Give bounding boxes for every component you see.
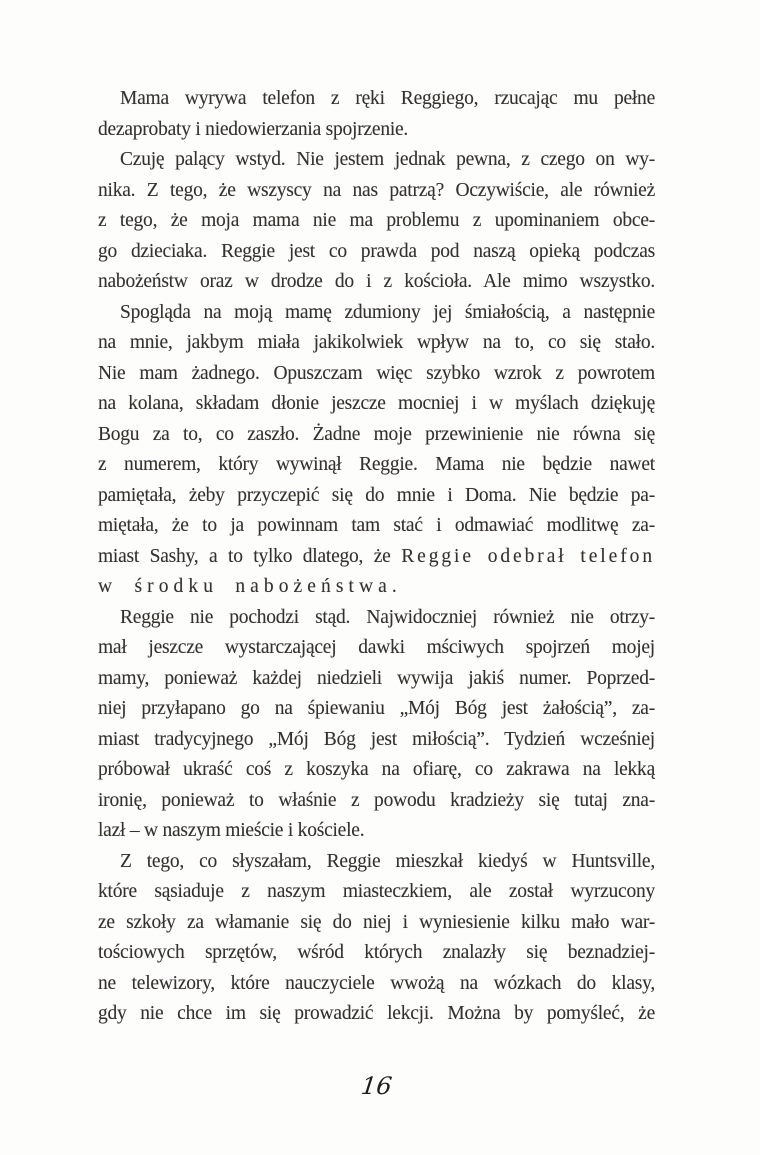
text-block — [98, 84, 655, 1030]
text-line — [98, 969, 655, 1000]
body-text: z numerem, który wywinął Reggie. Mama nie będzie nawet — [98, 454, 655, 475]
text-line — [98, 633, 655, 664]
body-text: ironię, ponieważ to właśnie z powodu kradzieży się tutaj zna- — [98, 789, 655, 811]
text-line — [98, 877, 655, 908]
text-line — [98, 816, 655, 847]
body-text: Z tego, co słyszałam, Reggie mieszkał kiedyś w Huntsville, — [120, 850, 655, 872]
body-text: mał jeszcze wystarczającej dawki mściwych spojrzeń mojej — [98, 637, 655, 658]
text-line — [98, 908, 655, 939]
body-text: ne telewizory, które nauczyciele wwożą na wózkach do klasy, — [98, 972, 655, 994]
text-line — [98, 145, 655, 176]
text-line — [98, 115, 655, 146]
body-text: próbował ukraść coś z koszyka na ofiarę, co zakrawa na lekką — [98, 759, 655, 780]
letterspaced-emphasis: Reggie odebrał telefon — [401, 545, 655, 567]
body-text: lazł – w naszym mieście i kościele. — [98, 820, 365, 841]
body-text: gdy nie chce im się prowadzić lekcji. Można by pomyśleć, że — [98, 1003, 655, 1024]
body-text: Bogu za to, co zaszło. Żadne moje przewinienie nie równa się — [98, 423, 655, 445]
body-text: miętała, że to ja powinnam tam stać i odmawiać modlitwę za- — [98, 515, 655, 536]
body-text: na mnie, jakbym miała jakikolwiek wpływ na to, co się stało. — [98, 332, 655, 353]
body-text: nabożeństw oraz w drodze do i z kościoła. Ale mimo wszystko. — [98, 271, 655, 292]
paragraph — [98, 298, 655, 603]
body-text: Nie mam żadnego. Opuszczam więc szybko wzrok z powrotem — [98, 362, 655, 384]
text-line — [98, 542, 655, 573]
text-line — [98, 450, 655, 481]
body-text: miast tradycyjnego „Mój Bóg jest miłością”. Tydzień wcześniej — [98, 728, 655, 750]
text-line — [98, 511, 655, 542]
text-line — [98, 786, 655, 817]
text-line — [98, 725, 655, 756]
body-text: na kolana, składam dłonie jeszcze mocniej i w myślach dziękuję — [98, 393, 655, 414]
body-text: go dzieciaka. Reggie jest co prawda pod naszą opieką podczas — [98, 240, 655, 262]
text-line — [98, 298, 655, 329]
text-line — [98, 664, 655, 695]
text-line — [98, 206, 655, 237]
body-text: dezaprobaty i niedowierzania spojrzenie. — [98, 118, 409, 140]
body-text: nika. Z tego, że wszyscy na nas patrzą? Oczywiście, ale również — [98, 179, 655, 201]
text-line — [98, 847, 655, 878]
body-text: Mama wyrywa telefon z ręki Reggiego, rzucając mu pełne — [120, 88, 655, 109]
text-line — [98, 481, 655, 512]
text-line — [98, 999, 655, 1030]
text-line — [98, 572, 655, 603]
paragraph — [98, 603, 655, 847]
page-number: 16 — [359, 1072, 394, 1100]
body-text: niej przyłapano go na śpiewaniu „Mój Bóg jest żałością”, za- — [98, 698, 655, 719]
paragraph — [98, 847, 655, 1030]
text-line — [98, 328, 655, 359]
body-text: tościowych sprzętów, wśród których znalazły się beznadziej- — [98, 942, 655, 963]
text-line — [98, 176, 655, 207]
text-line — [98, 938, 655, 969]
text-line — [98, 603, 655, 634]
body-text: pamiętała, żeby przyczepić się do mnie i Doma. Nie będzie pa- — [98, 484, 655, 506]
body-text: Czuję palący wstyd. Nie jestem jednak pewna, z czego on wy- — [120, 149, 655, 170]
body-text: ze szkoły za włamanie się do niej i wyniesienie kilku mało war- — [98, 911, 655, 933]
text-line — [98, 237, 655, 268]
body-text: które sąsiaduje z naszym miasteczkiem, ale został wyrzucony — [98, 881, 655, 902]
text-line — [98, 359, 655, 390]
letterspaced-emphasis: w środku nabożeństwa. — [98, 576, 402, 597]
paragraph — [98, 84, 655, 145]
text-line — [98, 755, 655, 786]
text-line — [98, 389, 655, 420]
body-text: Spogląda na moją mamę zdumiony jej śmiałością, a następnie — [120, 301, 655, 323]
text-line — [98, 84, 655, 115]
text-line — [98, 267, 655, 298]
body-text: z tego, że moja mama nie ma problemu z upominaniem obce- — [98, 210, 655, 231]
body-text: Reggie nie pochodzi stąd. Najwidoczniej również nie otrzy- — [120, 606, 655, 628]
text-line — [98, 420, 655, 451]
paragraph — [98, 145, 655, 298]
text-line — [98, 694, 655, 725]
body-text: miast Sashy, a to tylko dlatego, że — [98, 545, 402, 567]
body-text: mamy, ponieważ każdej niedzieli wywija jakiś numer. Poprzed- — [98, 667, 655, 689]
